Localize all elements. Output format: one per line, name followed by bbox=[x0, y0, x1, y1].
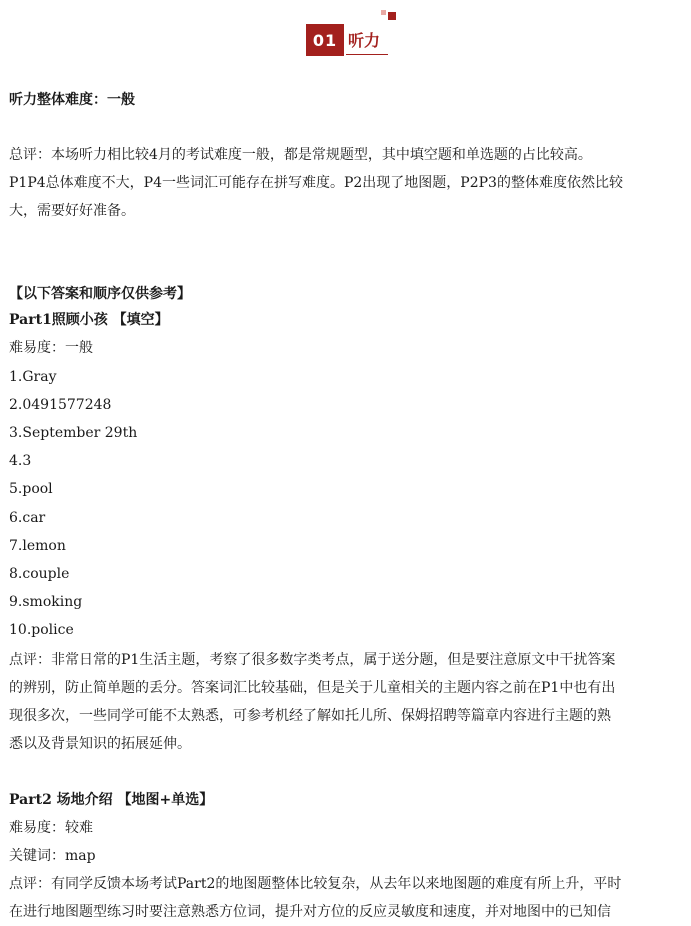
section-title: 听力 bbox=[348, 31, 381, 50]
answer-item: 4.3 bbox=[9, 453, 32, 469]
part1-heading: Part1照顾小孩 【填空】 bbox=[9, 312, 169, 328]
answer-item: 9.smoking bbox=[9, 594, 83, 610]
answer-item: 5.pool bbox=[9, 481, 53, 497]
part1-comment-line: 的辨别，防止简单题的丢分。答案词汇比较基础，但是关于儿童相关的主题内容之前在P1中也有出 bbox=[9, 680, 616, 696]
part2-keyword: 关键词：map bbox=[9, 848, 96, 864]
answer-item: 6.car bbox=[9, 510, 46, 526]
answer-item: 1.Gray bbox=[9, 369, 57, 385]
answer-item: 7.lemon bbox=[9, 538, 66, 554]
part1-difficulty: 难易度：一般 bbox=[9, 340, 93, 356]
answer-item: 10.police bbox=[9, 622, 74, 638]
answer-item: 3.September 29th bbox=[9, 425, 138, 441]
disclaimer-heading: 【以下答案和顺序仅供参考】 bbox=[9, 286, 191, 302]
overall-review-line: P1P4总体难度不大，P4一些词汇可能存在拼写难度。P2出现了地图题，P2P3的整体难度依然比较 bbox=[9, 175, 623, 191]
section-title-underline bbox=[346, 54, 388, 55]
part2-comment-line: 点评：有同学反馈本场考试Part2的地图题整体比较复杂，从去年以来地图题的难度有所上升，平时 bbox=[9, 876, 622, 892]
part2-comment-line: 在进行地图题型练习时要注意熟悉方位词，提升对方位的反应灵敏度和速度，并对地图中的已知信 bbox=[9, 904, 611, 920]
answer-item: 8.couple bbox=[9, 566, 70, 582]
part1-comment-line: 点评：非常日常的P1生活主题，考察了很多数字类考点，属于送分题，但是要注意原文中干扰答案 bbox=[9, 652, 616, 668]
overall-review-line: 大，需要好好准备。 bbox=[9, 203, 135, 219]
section-header bbox=[304, 10, 394, 62]
section-number-badge: 01 bbox=[306, 24, 344, 56]
decor-square-large bbox=[388, 12, 396, 20]
overall-review-line: 总评：本场听力相比较4月的考试难度一般，都是常规题型，其中填空题和单选题的占比较高。 bbox=[9, 147, 592, 163]
overall-difficulty-heading: 听力整体难度：一般 bbox=[9, 92, 135, 108]
answer-item: 2.0491577248 bbox=[9, 397, 112, 413]
part1-comment-line: 悉以及背景知识的拓展延伸。 bbox=[9, 736, 191, 752]
part2-difficulty: 难易度：较难 bbox=[9, 820, 93, 836]
part2-heading: Part2 场地介绍 【地图+单选】 bbox=[9, 792, 214, 808]
decor-square-small bbox=[381, 10, 386, 15]
part1-comment-line: 现很多次，一些同学可能不太熟悉，可参考机经了解如托儿所、保姆招聘等篇章内容进行主题的熟 bbox=[9, 708, 611, 724]
